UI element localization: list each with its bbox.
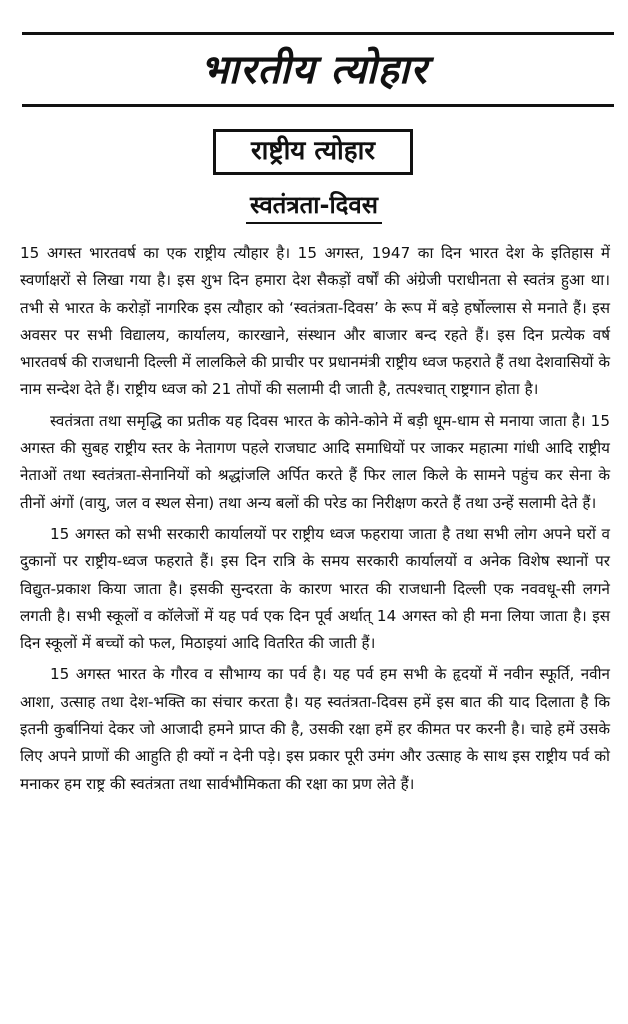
top-rule xyxy=(22,32,614,35)
paragraph: 15 अगस्त को सभी सरकारी कार्यालयों पर राष्ट्रीय ध्वज फहराया जाता है तथा सभी लोग अपने घरों व दुकानों पर राष्ट्रीय-ध्वज फहराते हैं। इस दिन रात्रि के समय सरकारी कार्यालयों व अनेक विशेष स्थानों पर विद्युत-प्रकाश किया जाता है। इसकी सुन्दरता के कारण भारत की राजधानी दिल्ली एक नववधू-सी लगने लगती है। सभी स्कूलों व कॉलेजों में यह पर्व एक दिन पूर्व अर्थात् 14 अगस्त को ही मना लिया जाता है। इस दिन स्कूलों में बच्चों को फल, मिठाइयां आदि वितरित की जाती हैं। xyxy=(20,524,610,653)
title-bottom-rule xyxy=(22,104,614,107)
page-title: भारतीय त्योहार xyxy=(200,47,428,93)
body-text xyxy=(20,240,610,802)
section-heading: राष्ट्रीय त्योहार xyxy=(213,129,413,175)
paragraph: 15 अगस्त भारतवर्ष का एक राष्ट्रीय त्यौहार है। 15 अगस्त, 1947 का दिन भारत देश के इतिहास में स्वर्णाक्षरों से लिखा गया है। इस शुभ दिन हमारा देश सैकड़ों वर्षों की अंग्रेजी पराधीनता से स्वतंत्र हुआ था। तभी से भारत के करोड़ों नागरिक इस त्यौहार को ‘स्वतंत्रता-दिवस’ के रूप में बड़े हर्षोल्लास से मनाते हैं। इस अवसर पर सभी विद्यालय, कार्यालय, कारखाने, संस्थान और बाजार बन्द रहते हैं। इस दिन प्रत्येक वर्ष भारतवर्ष की राजधानी दिल्ली में लालकिले की प्राचीर पर प्रधानमंत्री राष्ट्रीय ध्वज फहराते हैं तथा देशवासियों के नाम सन्देश देते हैं। राष्ट्रीय ध्वज को 21 तोपों की सलामी दी जाती है, तत्पश्चात् राष्ट्रगान होता है। xyxy=(20,244,610,399)
subheading-underline xyxy=(246,222,382,224)
subheading: स्वतंत्रता-दिवस xyxy=(250,191,378,219)
paragraph: स्वतंत्रता तथा समृद्धि का प्रतीक यह दिवस भारत के कोने-कोने में बड़ी धूम-धाम से मनाया जाता है। 15 अगस्त की सुबह राष्ट्रीय स्तर के नेतागण पहले राजघाट आदि समाधियों पर जाकर महात्मा गांधी आदि राष्ट्रीय नेताओं तथा स्वतंत्रता-सेनानियों को श्रद्धांजलि अर्पित करते हैं फिर लाल किले के सामने पहुंच कर सेना के तीनों अंगों (वायु, जल व स्थल सेना) तथा अन्य बलों की परेड का निरीक्षण करते हैं तथा उन्हें सलामी देते हैं। xyxy=(20,411,610,512)
paragraph: 15 अगस्त भारत के गौरव व सौभाग्य का पर्व है। यह पर्व हम सभी के हृदयों में नवीन स्फूर्ति, नवीन आशा, उत्साह तथा देश-भक्ति का संचार करता है। यह स्वतंत्रता-दिवस हमें इस बात की याद दिलाता है कि इतनी कुर्बानियां देकर जो आजादी हमने प्राप्त की है, उसकी रक्षा हमें हर कीमत पर करनी है। चाहे हमें उसके लिए अपने प्राणों की आहुति ही क्यों न देनी पड़े। इस प्रकार पूरी उमंग और उत्साह के साथ इस राष्ट्रीय पर्व को मनाकर हम राष्ट्र की स्वतंत्रता तथा सार्वभौमिकता की रक्षा का प्रण लेते हैं। xyxy=(20,665,610,793)
